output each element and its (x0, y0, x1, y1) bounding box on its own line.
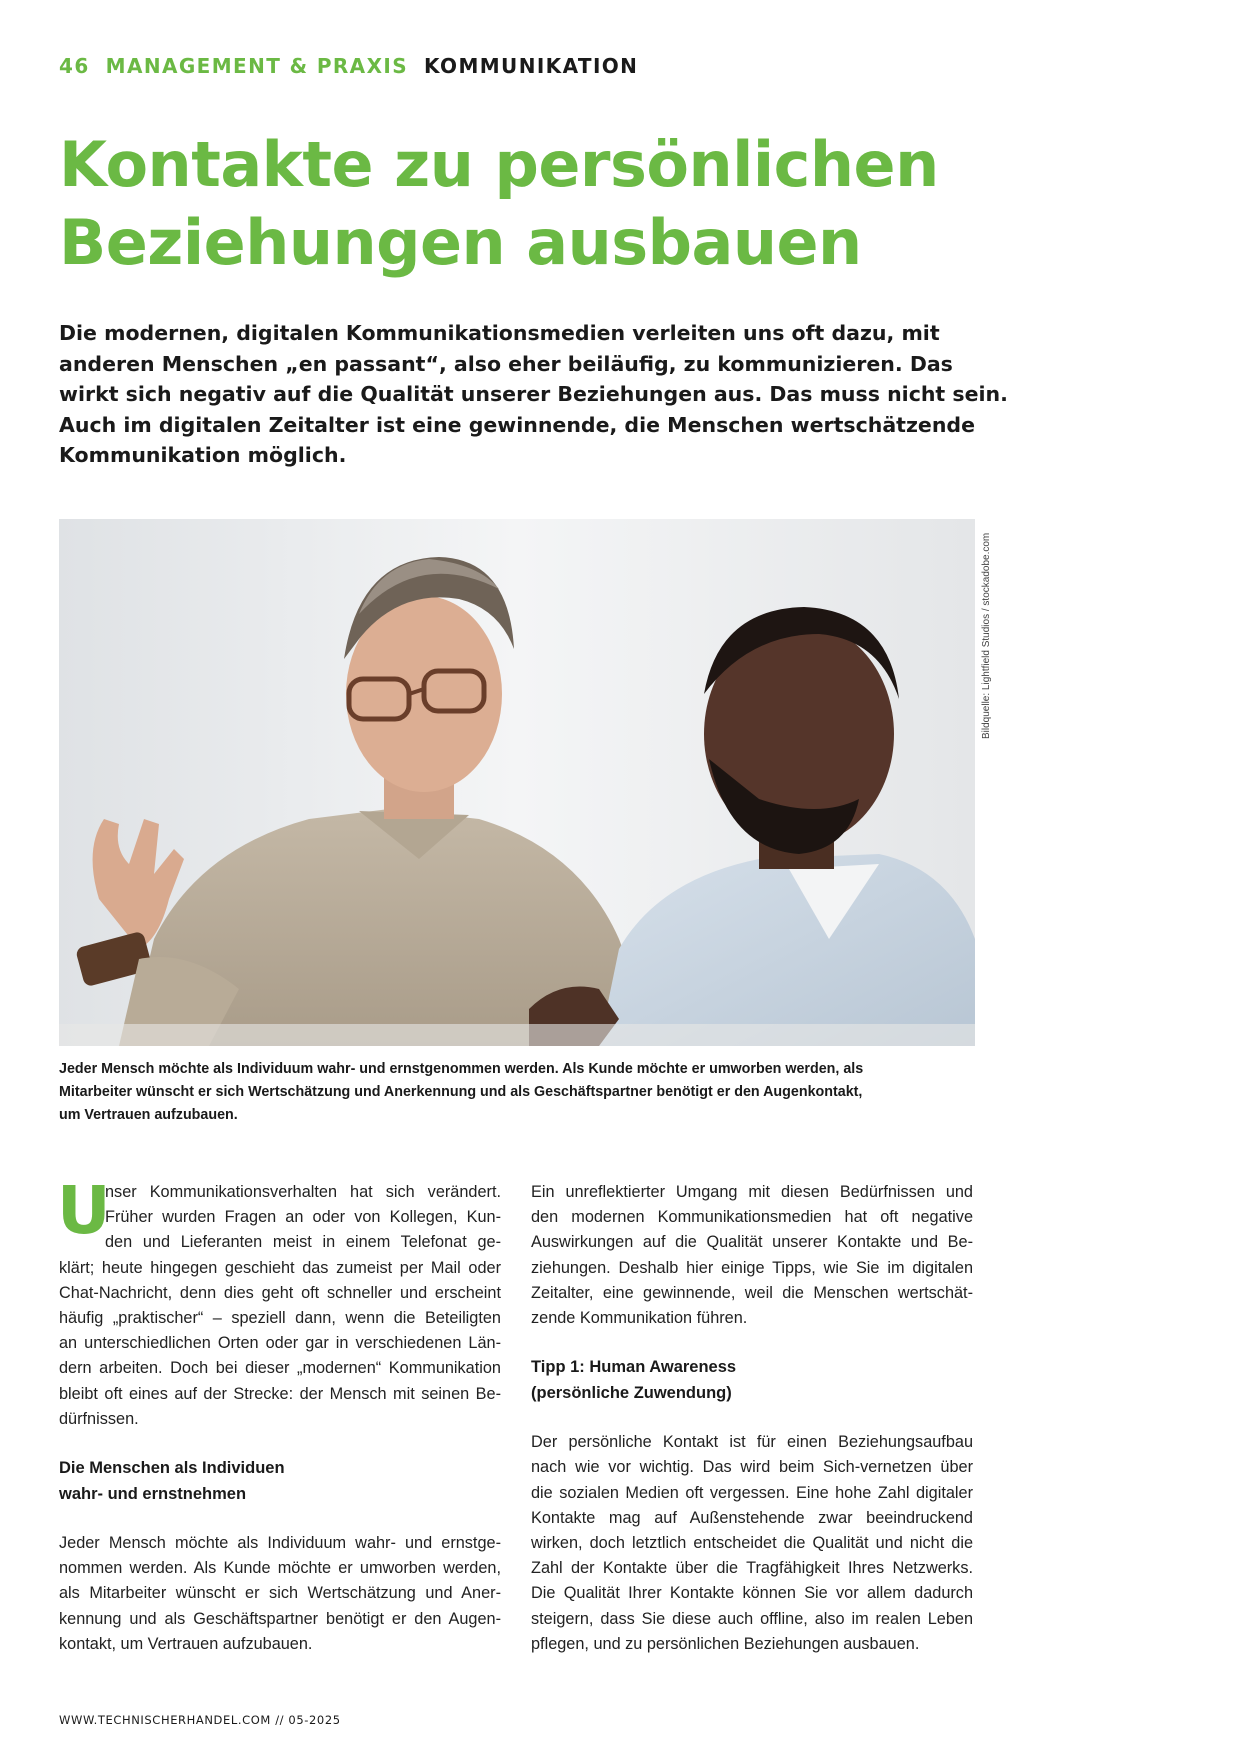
subheading-line: Die Menschen als Individuen (59, 1459, 285, 1478)
body-line: nommen werden. Als Kunde möchte er umworben werden, (59, 1559, 501, 1578)
body-line: klärt; heute hingegen geschieht das zumeist per Mail oder (59, 1258, 501, 1277)
body-line: Der persönliche Kontakt ist für einen Beziehungsaufbau (531, 1433, 973, 1452)
subheading-line: (persönliche Zuwendung) (531, 1383, 732, 1402)
article-lead (59, 318, 1008, 471)
body-line: bleibt oft eines auf der Strecke: der Mensch mit seinen Be- (59, 1384, 501, 1403)
body-line: den und Lieferanten meist in einem Telefonat ge- (105, 1233, 501, 1252)
running-header (59, 54, 638, 78)
body-line: als Mitarbeiter wünscht er sich Wertschätzung und Aner- (59, 1584, 501, 1603)
lead-line: Die modernen, digitalen Kommunikationsmedien verleiten uns oft dazu, mit (59, 321, 940, 345)
body-line: wirken, doch letztlich entscheidet die Qualität und nicht die (531, 1534, 973, 1553)
lead-line: Auch im digitalen Zeitalter ist eine gewinnende, die Menschen wertschätzende (59, 412, 975, 437)
left-column (57, 1172, 501, 1657)
page-footer: WWW.TECHNISCHERHANDEL.COM // 05-2025 (59, 1713, 341, 1727)
body-line: Chat-Nachricht, denn dies geht oft schneller und erscheint (59, 1283, 501, 1302)
body-paragraph (59, 1531, 501, 1657)
body-line: Die Qualität Ihrer Kontakte können Sie vor allem dadurch (531, 1584, 973, 1603)
body-line: Ein unreflektierter Umgang mit diesen Bedürfnissen und (531, 1183, 973, 1201)
body-line: die sozialen Medien oft vergessen. Eine hohe Zahl digitaler (531, 1483, 973, 1502)
section-label: MANAGEMENT & PRAXIS (105, 54, 409, 78)
section-subheading (59, 1456, 501, 1507)
body-line: Jeder Mensch möchte als Individuum wahr- und ernstge- (59, 1534, 501, 1553)
body-line: Zahl der Kontakte über die Tragfähigkeit Ihres Netzwerks. (531, 1559, 973, 1578)
intro-paragraph (57, 1172, 501, 1432)
body-line: Auswirkungen auf die Qualität unserer Kontakte und Be- (531, 1233, 973, 1252)
body-line: nser Kommunikationsverhalten hat sich verändert. (105, 1183, 501, 1201)
body-line: den modernen Kommunikationsmedien hat oft negative (531, 1208, 973, 1227)
photo-caption (59, 1058, 999, 1127)
caption-line: um Vertrauen aufzubauen. (59, 1107, 238, 1123)
photo-illustration (59, 519, 975, 1046)
body-line: Zeitalter, eine gewinnende, weil die Menschen wertschät- (531, 1283, 973, 1302)
subheading-line: Tipp 1: Human Awareness (531, 1358, 737, 1377)
body-line: steigern, dass Sie diese auch offline, also im realen Leben (531, 1609, 973, 1628)
lead-line: wirkt sich negativ auf die Qualität unserer Beziehungen aus. Das muss nicht sein. (59, 382, 1008, 406)
drop-cap: U (57, 1172, 111, 1249)
headline-line: Beziehungen ausbauen (59, 206, 862, 279)
body-paragraph (531, 1430, 973, 1657)
body-line: pflegen, und zu persönlichen Beziehungen ausbauen. (531, 1634, 920, 1653)
body-line: kennung und als Geschäftspartner benötigt er den Augen- (59, 1609, 501, 1628)
body-line: Kontakte mag auf Außenstehende zwar beeindruckend (531, 1508, 973, 1527)
body-line: ziehungen. Deshalb hier einige Tipps, wie Sie im digitalen (531, 1258, 973, 1277)
subheading-line: wahr- und ernstnehmen (59, 1484, 247, 1503)
body-line: dern arbeiten. Doch bei dieser „modernen“ Kommunikation (59, 1359, 501, 1378)
photo-credit: Bildquelle: Lightfield Studios / stockadobe.com (981, 532, 992, 739)
body-line: nach wie vor wichtig. Das wird beim Sich-vernetzen über (531, 1458, 973, 1477)
page-number: 46 (59, 54, 90, 78)
tip-subheading (531, 1355, 973, 1406)
lead-line: anderen Menschen „en passant“, also eher beiläufig, zu kommunizieren. Das (59, 351, 953, 376)
caption-line: Jeder Mensch möchte als Individuum wahr- und ernstgenommen werden. Als Kunde möchte er umworben werden, als (59, 1061, 864, 1077)
article-headline (59, 126, 1179, 282)
body-line: Früher wurden Fragen an oder von Kollegen, Kun- (105, 1208, 501, 1227)
body-line: dürfnissen. (59, 1409, 139, 1428)
body-line: häufig „praktischer“ – speziell dann, wenn die Beteiligten (59, 1309, 501, 1328)
body-paragraph (531, 1180, 973, 1331)
lead-line: Kommunikation möglich. (59, 443, 347, 467)
body-line: an unterschiedlichen Orten oder gar in verschiedenen Län- (59, 1334, 501, 1353)
caption-line: Mitarbeiter wünscht er sich Wertschätzung und Anerkennung und als Geschäftspartner benötigt er den Augenkontakt, (59, 1084, 863, 1100)
article-photo (59, 519, 975, 1046)
headline-line: Kontakte zu persönlichen (59, 128, 939, 201)
right-column (531, 1180, 973, 1657)
body-line: zende Kommunikation führen. (531, 1309, 748, 1328)
category-label: KOMMUNIKATION (424, 54, 639, 78)
body-line: kontakt, um Vertrauen aufzubauen. (59, 1634, 313, 1653)
